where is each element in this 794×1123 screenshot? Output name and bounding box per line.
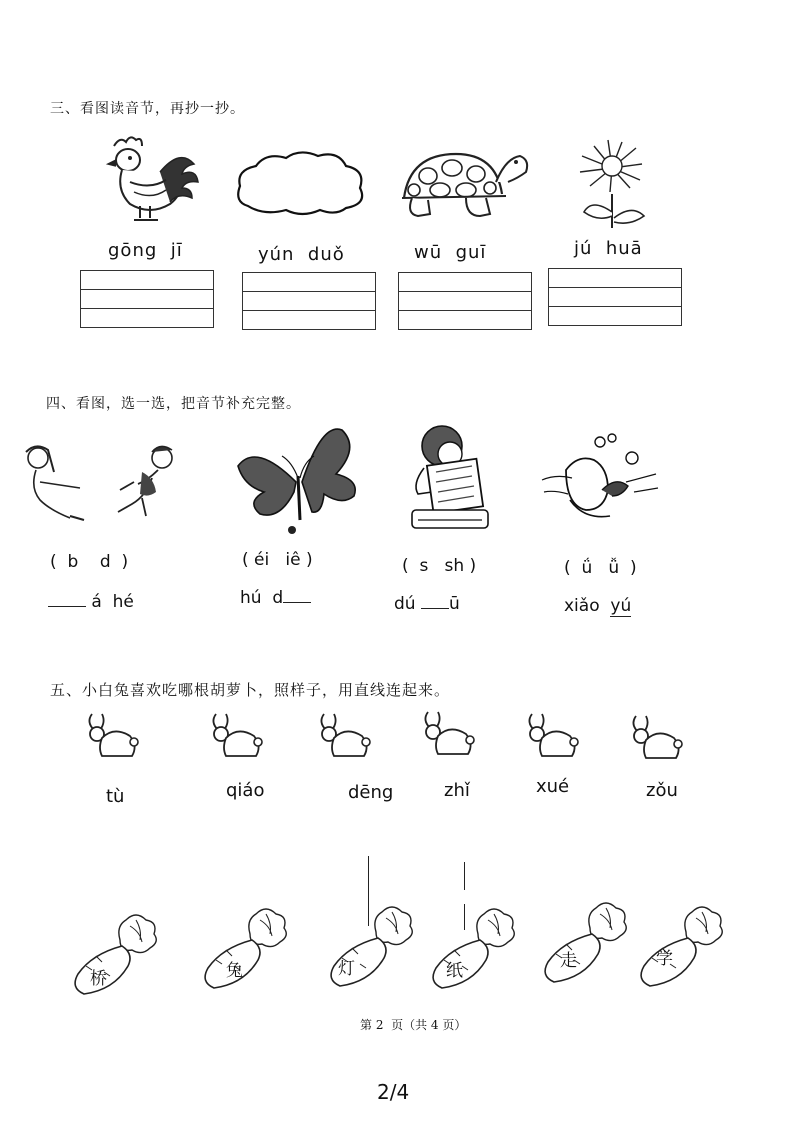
answer-blank-1[interactable] (48, 592, 86, 607)
pinyin-ju-hua: jú huā (574, 238, 643, 259)
rabbit-pinyin-5: xué (536, 776, 570, 797)
carrot-char-6: 学 (656, 949, 673, 969)
page-footer: 第 2 页（共 4 页） (360, 1018, 467, 1032)
fill-item-4 (564, 596, 631, 616)
rabbit-icon-3[interactable] (316, 712, 372, 760)
sample-connect-line-2 (464, 862, 465, 890)
rabbit-pinyin-6: zǒu (646, 780, 678, 801)
rabbit-pinyin-3: dēng (348, 782, 394, 803)
choice-2: ( éi iê ) (242, 550, 313, 570)
copy-box-4[interactable] (548, 268, 682, 326)
copy-box-1[interactable] (80, 270, 214, 328)
rooster-picture (100, 134, 200, 226)
copy-box-2[interactable] (242, 272, 376, 330)
fill-prefix-4: xiǎo (564, 596, 611, 616)
carrot-char-1: 桥 (90, 969, 107, 989)
carrot-char-4: 纸 (446, 961, 463, 981)
answer-blank-2[interactable] (283, 588, 311, 603)
rabbit-icon-2[interactable] (208, 712, 264, 760)
carrot-char-3: 灯 (338, 959, 355, 979)
rabbit-pinyin-1: tù (106, 786, 125, 807)
choice-4: ( ǘ ǚ ) (564, 558, 637, 578)
pinyin-wu-gui: wū guī (414, 242, 487, 263)
butterfly-picture (234, 426, 366, 534)
carrot-icon-2[interactable] (196, 906, 292, 992)
choice-1: ( b d ) (50, 552, 129, 572)
turtle-picture (396, 150, 528, 226)
rabbit-pinyin-2: qiáo (226, 780, 265, 801)
carrot-icon-6[interactable] (632, 904, 728, 990)
section-3-heading: 三、看图读音节，再抄一抄。 (50, 101, 245, 117)
pinyin-yun-duo: yún duǒ (258, 244, 345, 265)
carrot-icon-4[interactable] (424, 906, 520, 992)
answer-blank-3[interactable] (421, 594, 449, 609)
rabbit-icon-5[interactable] (524, 712, 580, 760)
section-4-heading: 四、看图，选一选，把音节补充完整。 (46, 396, 301, 412)
page-indicator: 2/4 (377, 1080, 410, 1104)
fill-prefix-2: hú d (240, 588, 284, 608)
rabbit-icon-1[interactable] (84, 712, 140, 760)
carrot-icon-3[interactable] (322, 904, 418, 990)
carrot-icon-5[interactable] (536, 900, 632, 986)
carrot-char-5: 走 (560, 951, 577, 971)
fill-suffix-1: á hé (91, 592, 134, 612)
pinyin-gong-ji: gōng jī (108, 240, 183, 261)
chrysanthemum-picture (572, 136, 652, 230)
cloud-picture (234, 150, 366, 216)
section-5-heading: 五、小白兔喜欢吃哪根胡萝卜，照样子，用直线连起来。 (50, 681, 451, 699)
boy-reading-picture (406, 424, 498, 532)
carrot-char-2: 兔 (226, 961, 243, 981)
answer-blank-4[interactable]: yú (610, 596, 632, 616)
rabbit-icon-6[interactable] (628, 714, 684, 762)
fill-item-3 (394, 594, 460, 614)
rabbit-pinyin-4: zhǐ (444, 780, 470, 801)
fill-item-2 (240, 588, 311, 608)
fill-suffix-3: ū (448, 594, 460, 614)
fill-prefix-3: dú (394, 594, 421, 614)
copy-box-3[interactable] (398, 272, 532, 330)
fill-item-1 (48, 592, 134, 612)
rabbit-icon-4[interactable] (420, 710, 476, 758)
choice-3: ( s sh ) (402, 556, 477, 576)
fish-jumping-picture (536, 430, 666, 526)
carrot-icon-1[interactable] (66, 912, 162, 998)
children-tug-picture (12, 442, 172, 522)
